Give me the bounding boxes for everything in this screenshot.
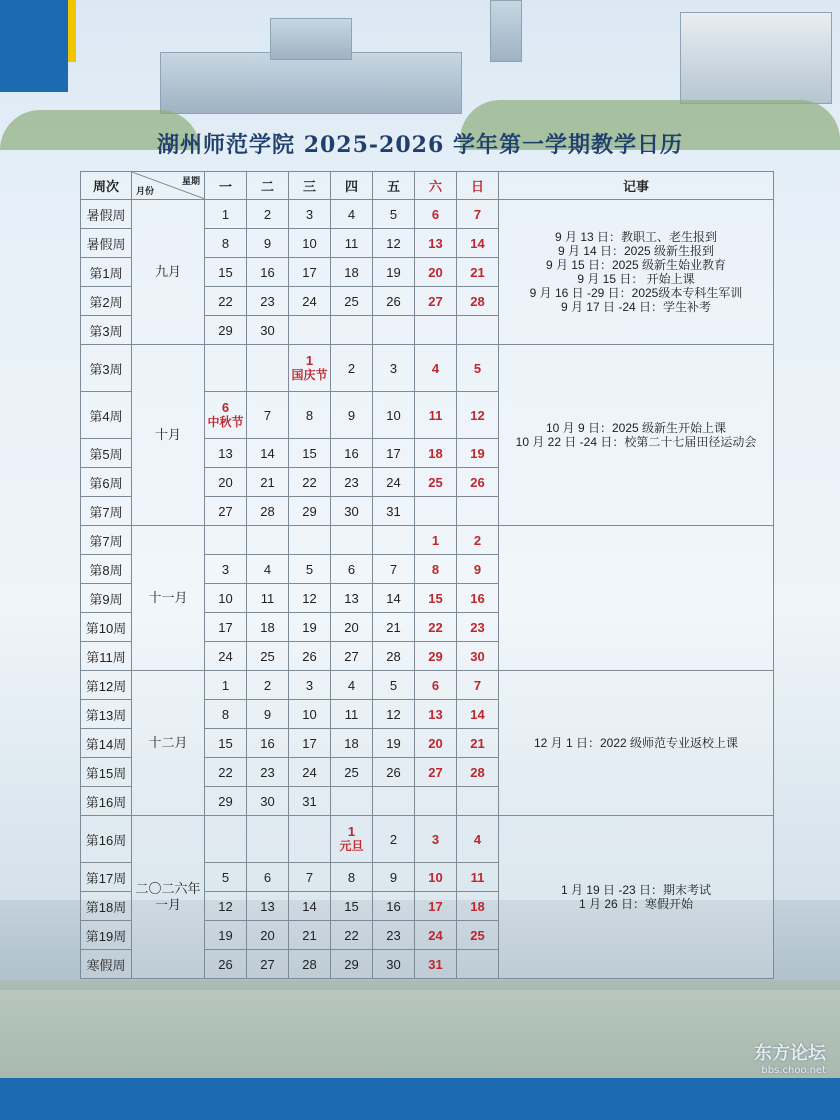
day-cell: 2 xyxy=(331,345,373,392)
day-cell: 5 xyxy=(373,671,415,700)
day-cell: 24 xyxy=(205,642,247,671)
week-label: 第17周 xyxy=(81,863,132,892)
week-label: 寒假周 xyxy=(81,950,132,979)
week-label: 第18周 xyxy=(81,892,132,921)
day-cell: 14 xyxy=(373,584,415,613)
day-cell: 12 xyxy=(373,700,415,729)
holiday-date: 1 xyxy=(347,824,356,839)
day-cell: 30 xyxy=(331,497,373,526)
day-cell: 21 xyxy=(457,258,499,287)
corner-label-weekday: 星期 xyxy=(181,176,200,186)
day-cell: 6 xyxy=(331,555,373,584)
week-label: 第2周 xyxy=(81,287,132,316)
day-cell: 18 xyxy=(415,439,457,468)
week-label: 第11周 xyxy=(81,642,132,671)
day-cell xyxy=(247,345,289,392)
holiday-date: 6 xyxy=(221,400,230,415)
week-label: 暑假周 xyxy=(81,229,132,258)
day-cell: 24 xyxy=(289,287,331,316)
day-cell: 15 xyxy=(331,892,373,921)
note-line: 9 月 13 日：教职工、老生报到 xyxy=(554,230,718,244)
day-cell: 17 xyxy=(415,892,457,921)
calendar-week-row xyxy=(81,671,774,700)
day-cell: 19 xyxy=(457,439,499,468)
day-cell: 21 xyxy=(289,921,331,950)
day-cell: 18 xyxy=(331,729,373,758)
day-cell: 27 xyxy=(331,642,373,671)
day-cell: 15 xyxy=(205,729,247,758)
teaching-calendar-table xyxy=(80,171,774,979)
day-cell: 16 xyxy=(331,439,373,468)
day-cell: 14 xyxy=(457,700,499,729)
day-cell xyxy=(331,526,373,555)
day-cell: 7 xyxy=(289,863,331,892)
day-cell: 17 xyxy=(289,729,331,758)
day-cell: 16 xyxy=(457,584,499,613)
day-cell: 31 xyxy=(373,497,415,526)
day-cell: 28 xyxy=(457,287,499,316)
day-cell: 9 xyxy=(373,863,415,892)
day-cell: 13 xyxy=(205,439,247,468)
day-cell xyxy=(331,787,373,816)
day-cell: 5 xyxy=(457,345,499,392)
day-cell: 22 xyxy=(205,287,247,316)
day-cell: 24 xyxy=(415,921,457,950)
month-notes xyxy=(499,816,774,979)
day-cell xyxy=(205,526,247,555)
day-cell: 17 xyxy=(289,258,331,287)
week-label: 第1周 xyxy=(81,258,132,287)
day-cell: 28 xyxy=(457,758,499,787)
day-cell: 26 xyxy=(205,950,247,979)
day-cell: 12 xyxy=(457,392,499,439)
holiday-label: 中秋节 xyxy=(207,415,244,429)
day-cell: 20 xyxy=(415,729,457,758)
day-cell: 10 xyxy=(289,229,331,258)
day-cell: 7 xyxy=(247,392,289,439)
day-cell: 21 xyxy=(247,468,289,497)
forum-watermark xyxy=(754,1039,826,1076)
calendar-week-row xyxy=(81,345,774,392)
day-cell: 11 xyxy=(331,229,373,258)
week-label: 第16周 xyxy=(81,787,132,816)
month-label: 十二月 xyxy=(132,671,205,816)
note-line: 1 月 19 日 -23 日：期末考试 xyxy=(560,883,712,897)
day-cell: 8 xyxy=(415,555,457,584)
day-cell: 30 xyxy=(247,316,289,345)
holiday-date: 1 xyxy=(305,353,314,368)
table-header-row xyxy=(81,172,774,200)
day-cell: 25 xyxy=(415,468,457,497)
day-cell: 13 xyxy=(415,229,457,258)
day-cell: 16 xyxy=(373,892,415,921)
day-cell: 13 xyxy=(247,892,289,921)
day-header-sat: 六 xyxy=(415,172,457,200)
day-cell: 1 xyxy=(205,671,247,700)
week-label: 第4周 xyxy=(81,392,132,439)
day-cell: 30 xyxy=(247,787,289,816)
month-notes xyxy=(499,671,774,816)
note-line: 9 月 15 日： 开始上课 xyxy=(577,272,695,286)
day-cell: 29 xyxy=(415,642,457,671)
day-cell xyxy=(457,787,499,816)
note-line: 9 月 14 日：2025 级新生报到 xyxy=(557,244,715,258)
day-cell: 27 xyxy=(415,758,457,787)
day-cell: 5 xyxy=(289,555,331,584)
day-cell: 20 xyxy=(415,258,457,287)
corner-decoration-yellow xyxy=(68,0,76,62)
day-cell: 24 xyxy=(373,468,415,497)
day-cell: 21 xyxy=(457,729,499,758)
day-cell: 10 xyxy=(373,392,415,439)
day-cell xyxy=(457,497,499,526)
day-cell: 19 xyxy=(373,729,415,758)
day-cell: 14 xyxy=(457,229,499,258)
day-cell: 25 xyxy=(247,642,289,671)
day-cell: 11 xyxy=(415,392,457,439)
month-notes xyxy=(499,526,774,671)
day-cell: 7 xyxy=(457,671,499,700)
day-cell: 3 xyxy=(415,816,457,863)
day-cell: 16 xyxy=(247,729,289,758)
day-cell: 28 xyxy=(373,642,415,671)
day-cell: 4 xyxy=(415,345,457,392)
week-label: 第9周 xyxy=(81,584,132,613)
day-cell: 11 xyxy=(457,863,499,892)
day-cell: 23 xyxy=(247,758,289,787)
week-label: 第12周 xyxy=(81,671,132,700)
week-label: 第15周 xyxy=(81,758,132,787)
day-cell: 2 xyxy=(457,526,499,555)
note-line: 9 月 15 日：2025 级新生始业教育 xyxy=(545,258,727,272)
week-column-header: 周次 xyxy=(81,172,132,200)
day-cell: 14 xyxy=(289,892,331,921)
day-cell: 3 xyxy=(373,345,415,392)
week-label: 第16周 xyxy=(81,816,132,863)
day-cell: 3 xyxy=(289,671,331,700)
day-cell xyxy=(289,316,331,345)
day-cell: 22 xyxy=(289,468,331,497)
day-cell: 5 xyxy=(205,863,247,892)
week-label: 第3周 xyxy=(81,345,132,392)
day-cell: 17 xyxy=(373,439,415,468)
day-cell: 18 xyxy=(247,613,289,642)
day-cell: 8 xyxy=(331,863,373,892)
day-cell: 20 xyxy=(205,468,247,497)
week-label: 第7周 xyxy=(81,526,132,555)
day-cell xyxy=(415,316,457,345)
day-cell: 22 xyxy=(331,921,373,950)
day-cell xyxy=(457,316,499,345)
corner-decoration-blue xyxy=(0,0,68,92)
day-cell: 9 xyxy=(247,700,289,729)
month-label: 十一月 xyxy=(132,526,205,671)
calendar-week-row xyxy=(81,816,774,863)
day-cell: 2 xyxy=(247,671,289,700)
day-cell: 4 xyxy=(247,555,289,584)
month-label: 九月 xyxy=(132,200,205,345)
calendar-week-row xyxy=(81,526,774,555)
day-header-sun: 日 xyxy=(457,172,499,200)
day-header-tue: 二 xyxy=(247,172,289,200)
day-cell: 29 xyxy=(205,787,247,816)
day-cell: 15 xyxy=(205,258,247,287)
day-cell xyxy=(331,316,373,345)
day-cell: 27 xyxy=(205,497,247,526)
day-header-thu: 四 xyxy=(331,172,373,200)
month-notes xyxy=(499,200,774,345)
month-notes xyxy=(499,345,774,526)
day-cell: 8 xyxy=(205,229,247,258)
day-cell: 23 xyxy=(373,921,415,950)
note-line: 1 月 26 日：寒假开始 xyxy=(578,897,694,911)
day-cell: 15 xyxy=(289,439,331,468)
week-label: 第8周 xyxy=(81,555,132,584)
day-cell: 28 xyxy=(247,497,289,526)
day-cell xyxy=(205,345,247,392)
day-cell: 29 xyxy=(205,316,247,345)
day-cell: 8 xyxy=(205,700,247,729)
footer-bar xyxy=(0,1078,840,1120)
day-cell: 6 xyxy=(415,200,457,229)
month-weekday-corner-header xyxy=(132,172,205,200)
day-cell: 11 xyxy=(331,700,373,729)
day-cell: 31 xyxy=(415,950,457,979)
day-cell: 6 xyxy=(247,863,289,892)
day-cell xyxy=(373,316,415,345)
day-cell xyxy=(289,345,331,392)
day-cell: 12 xyxy=(289,584,331,613)
corner-label-month: 月份 xyxy=(136,186,155,196)
day-cell xyxy=(205,392,247,439)
day-cell: 2 xyxy=(373,816,415,863)
week-label: 暑假周 xyxy=(81,200,132,229)
day-cell: 19 xyxy=(373,258,415,287)
day-cell: 7 xyxy=(457,200,499,229)
day-header-wed: 三 xyxy=(289,172,331,200)
day-cell: 25 xyxy=(331,287,373,316)
day-cell xyxy=(247,816,289,863)
holiday-label: 国庆节 xyxy=(291,368,328,382)
day-cell: 3 xyxy=(289,200,331,229)
day-cell: 23 xyxy=(457,613,499,642)
week-label: 第6周 xyxy=(81,468,132,497)
day-cell: 15 xyxy=(415,584,457,613)
day-cell xyxy=(373,526,415,555)
day-cell: 25 xyxy=(331,758,373,787)
day-cell: 26 xyxy=(373,287,415,316)
day-cell xyxy=(247,526,289,555)
watermark-brand: 东方论坛 xyxy=(754,1043,826,1064)
day-cell: 19 xyxy=(289,613,331,642)
day-cell: 21 xyxy=(373,613,415,642)
day-cell: 12 xyxy=(373,229,415,258)
day-cell: 4 xyxy=(331,671,373,700)
day-cell xyxy=(289,816,331,863)
month-label: 十月 xyxy=(132,345,205,526)
day-cell: 14 xyxy=(247,439,289,468)
day-cell xyxy=(415,497,457,526)
day-cell xyxy=(373,787,415,816)
notes-column-header: 记事 xyxy=(499,172,774,200)
week-label: 第3周 xyxy=(81,316,132,345)
month-label: 二〇二六年 一月 xyxy=(132,816,205,979)
day-cell: 4 xyxy=(457,816,499,863)
day-cell: 29 xyxy=(331,950,373,979)
day-cell xyxy=(457,950,499,979)
day-cell: 23 xyxy=(331,468,373,497)
calendar-week-row xyxy=(81,200,774,229)
note-line: 9 月 16 日 -29 日：2025级本专科生军训 xyxy=(529,286,743,300)
week-label: 第10周 xyxy=(81,613,132,642)
day-cell: 20 xyxy=(247,921,289,950)
day-cell: 28 xyxy=(289,950,331,979)
day-cell: 18 xyxy=(331,258,373,287)
note-line: 9 月 17 日 -24 日：学生补考 xyxy=(560,300,712,314)
day-cell: 25 xyxy=(457,921,499,950)
day-cell: 26 xyxy=(457,468,499,497)
day-cell xyxy=(289,526,331,555)
day-cell: 8 xyxy=(289,392,331,439)
day-cell: 3 xyxy=(205,555,247,584)
day-cell: 5 xyxy=(373,200,415,229)
holiday-label: 元旦 xyxy=(339,839,364,853)
watermark-site: bbs.choo.net xyxy=(761,1065,826,1076)
day-cell: 11 xyxy=(247,584,289,613)
day-cell: 24 xyxy=(289,758,331,787)
day-cell: 13 xyxy=(331,584,373,613)
day-cell: 6 xyxy=(415,671,457,700)
day-cell: 27 xyxy=(415,287,457,316)
day-cell: 10 xyxy=(205,584,247,613)
note-line: 12 月 1 日：2022 级师范专业返校上课 xyxy=(533,736,739,750)
week-label: 第14周 xyxy=(81,729,132,758)
day-cell: 22 xyxy=(205,758,247,787)
note-line: 10 月 9 日：2025 级新生开始上课 xyxy=(545,421,727,435)
day-cell: 10 xyxy=(289,700,331,729)
day-cell: 9 xyxy=(457,555,499,584)
page-title: 湖州师范学院 2025-2026 学年第一学期教学日历 xyxy=(157,132,683,158)
day-cell: 16 xyxy=(247,258,289,287)
day-cell: 23 xyxy=(247,287,289,316)
day-cell: 1 xyxy=(205,200,247,229)
day-cell: 9 xyxy=(331,392,373,439)
day-cell: 19 xyxy=(205,921,247,950)
week-label: 第5周 xyxy=(81,439,132,468)
day-cell: 1 xyxy=(415,526,457,555)
day-cell: 13 xyxy=(415,700,457,729)
day-cell xyxy=(331,816,373,863)
week-label: 第13周 xyxy=(81,700,132,729)
day-cell: 17 xyxy=(205,613,247,642)
day-cell: 4 xyxy=(331,200,373,229)
day-cell: 26 xyxy=(373,758,415,787)
day-cell: 18 xyxy=(457,892,499,921)
day-cell: 22 xyxy=(415,613,457,642)
day-header-mon: 一 xyxy=(205,172,247,200)
day-cell: 9 xyxy=(247,229,289,258)
day-header-fri: 五 xyxy=(373,172,415,200)
day-cell: 26 xyxy=(289,642,331,671)
day-cell xyxy=(205,816,247,863)
day-cell: 7 xyxy=(373,555,415,584)
note-line: 10 月 22 日 -24 日：校第二十七届田径运动会 xyxy=(515,435,757,449)
day-cell: 27 xyxy=(247,950,289,979)
day-cell: 10 xyxy=(415,863,457,892)
day-cell: 12 xyxy=(205,892,247,921)
day-cell: 29 xyxy=(289,497,331,526)
day-cell: 20 xyxy=(331,613,373,642)
week-label: 第7周 xyxy=(81,497,132,526)
week-label: 第19周 xyxy=(81,921,132,950)
day-cell: 2 xyxy=(247,200,289,229)
day-cell: 30 xyxy=(373,950,415,979)
day-cell: 30 xyxy=(457,642,499,671)
day-cell xyxy=(415,787,457,816)
day-cell: 31 xyxy=(289,787,331,816)
